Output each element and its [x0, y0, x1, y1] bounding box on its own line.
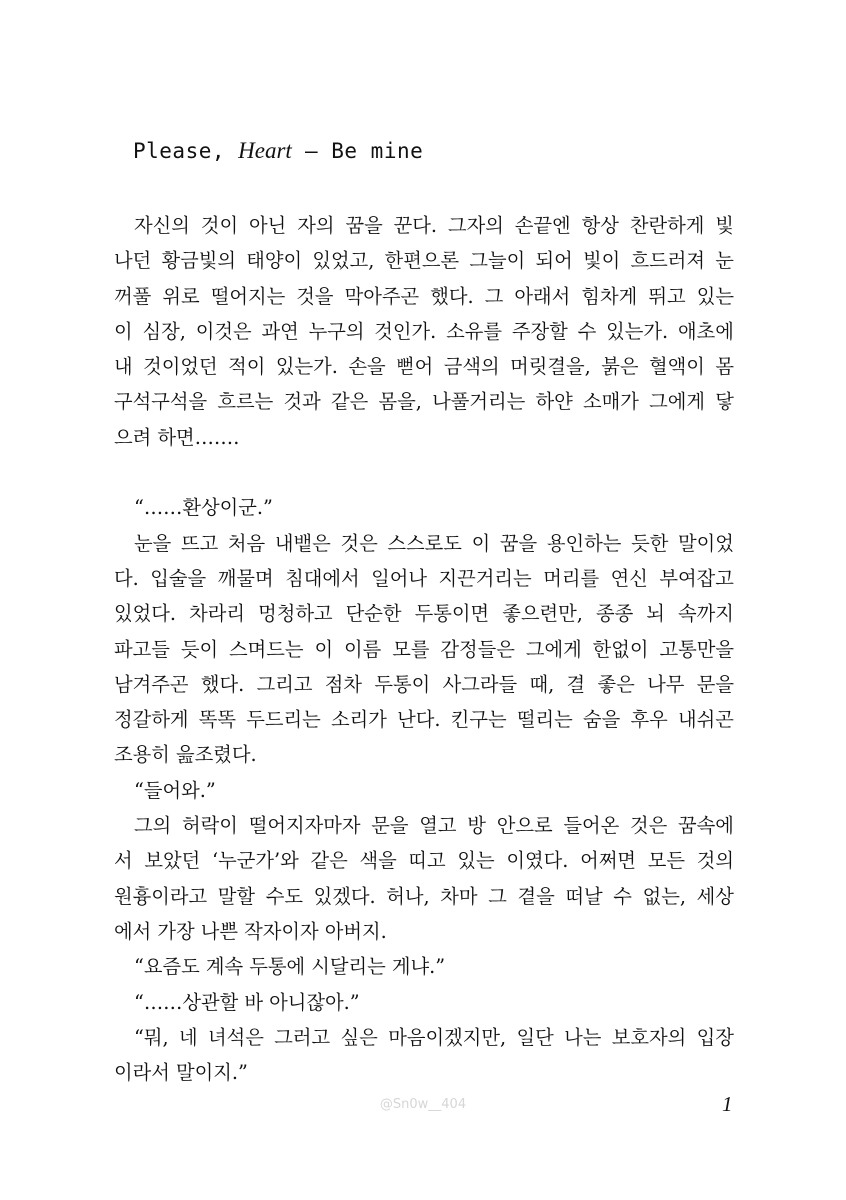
- word: 빛: [715, 214, 734, 237]
- text-line: [114, 1055, 734, 1090]
- word: 항상: [581, 214, 619, 237]
- page-number: 1: [722, 1092, 733, 1116]
- word: 고통만을: [659, 637, 734, 661]
- word: 듯한: [631, 531, 669, 555]
- word: 나무: [647, 672, 685, 696]
- word: 누구의: [308, 319, 365, 343]
- word: 이였다.: [506, 849, 569, 873]
- word: 같은: [310, 849, 348, 873]
- word: 남겨주곤: [114, 672, 189, 696]
- word: 두통이: [374, 672, 431, 696]
- word: 말이었: [678, 531, 734, 555]
- word: 수도: [265, 884, 303, 908]
- word: 점차: [324, 672, 363, 696]
- word: 있었고,: [312, 249, 375, 273]
- word: 한편으론: [384, 249, 460, 273]
- page-title: [133, 138, 423, 164]
- paragraph: [114, 490, 734, 525]
- word: 입술을: [150, 566, 207, 590]
- text-line: [114, 279, 734, 314]
- text-line: [114, 702, 734, 737]
- word: 것을: [296, 284, 334, 308]
- word: 자신의: [134, 214, 190, 237]
- word: 원흉이라고: [114, 884, 208, 908]
- word: 보았던: [144, 849, 201, 873]
- word: 그에게: [525, 637, 582, 661]
- word: 주장할: [511, 319, 568, 343]
- word: 아닌: [249, 214, 287, 237]
- word: 내: [114, 355, 133, 379]
- text-line: [114, 420, 734, 455]
- word: 방: [467, 814, 486, 838]
- word: 있겠다.: [313, 884, 376, 908]
- word: 두통이면: [414, 602, 490, 626]
- word: 그러고: [274, 1025, 331, 1049]
- word: 킨구는: [450, 708, 507, 732]
- title-prefix: Please,: [133, 139, 239, 163]
- word: 뛰고: [648, 284, 686, 308]
- word: 같은: [331, 390, 369, 414]
- word: 위로: [162, 284, 200, 308]
- word: 것의: [696, 849, 734, 873]
- word: 결: [566, 672, 586, 696]
- word: 머리를: [543, 566, 600, 590]
- text-line: [114, 384, 734, 419]
- paragraph: [114, 208, 734, 455]
- paragraph: [114, 808, 734, 949]
- word: 지끈거리는: [438, 566, 532, 590]
- word: 일단: [516, 1025, 554, 1049]
- watermark: @Sn0w__404: [379, 1097, 467, 1112]
- word: 보호자의: [611, 1025, 687, 1049]
- word: 한없이: [592, 637, 649, 661]
- word: 몸: [715, 355, 734, 379]
- word: 싶은: [340, 1025, 378, 1049]
- word: 수: [613, 884, 632, 908]
- word: 했다.: [200, 672, 245, 696]
- word: 문을: [696, 672, 734, 696]
- word: 들어온: [563, 814, 620, 838]
- text-line: [114, 737, 734, 772]
- word: 흐드러져: [630, 249, 706, 273]
- word: 없는,: [642, 884, 686, 908]
- word: ‘누군가’와: [211, 849, 299, 873]
- word: 용인하는: [546, 531, 622, 555]
- text-line: [114, 349, 734, 384]
- word: 되어: [535, 249, 573, 273]
- word: 것은: [630, 814, 668, 838]
- word: 처음: [227, 531, 266, 555]
- word: 것이: [200, 214, 239, 237]
- line-text: 으려 하면…….: [114, 425, 240, 449]
- word: 뜨고: [180, 531, 219, 555]
- word: 손끝엔: [514, 214, 571, 237]
- word: 숨을: [583, 708, 621, 732]
- word: 머릿결을,: [510, 355, 591, 379]
- word: 좋으련만,: [502, 602, 583, 626]
- word: 흐르는: [217, 390, 274, 414]
- text-line: [114, 808, 734, 843]
- word: 일어나: [371, 566, 428, 590]
- line-text: 이라서 말이지.”: [114, 1061, 248, 1085]
- line-text: “……상관할 바 아니잖아.”: [134, 990, 360, 1014]
- word: 종종: [595, 602, 634, 626]
- word: 그에게: [649, 390, 706, 414]
- word: 똑똑: [198, 708, 237, 732]
- word: 아래서: [514, 284, 571, 308]
- word: 부여잡고: [659, 566, 734, 590]
- text-line: [114, 1020, 734, 1055]
- word: 그늘이: [469, 249, 526, 273]
- word: 곁을: [517, 884, 555, 908]
- word: 파고들: [114, 637, 170, 661]
- word: 스며드는: [229, 637, 304, 661]
- paragraph-spacer: [114, 455, 734, 490]
- word: 심장,: [142, 319, 186, 343]
- word: 띠고: [408, 849, 446, 873]
- word: 마음이겠지만,: [388, 1025, 507, 1049]
- word: 떨어지는: [210, 284, 286, 308]
- text-line: [114, 843, 734, 878]
- word: 있는: [457, 849, 495, 873]
- word: 모를: [392, 637, 430, 661]
- word: 있었다.: [114, 602, 177, 626]
- text-line: [114, 208, 734, 243]
- word: 열고: [419, 814, 457, 838]
- word: 나는: [564, 1025, 602, 1049]
- word: 좋은: [597, 672, 635, 696]
- word: 네: [179, 1025, 198, 1049]
- word: 그의: [134, 814, 172, 838]
- word: 녀석은: [208, 1025, 264, 1049]
- word: 말할: [217, 884, 256, 908]
- title-suffix: — Be mine: [291, 139, 424, 163]
- document-body: [114, 208, 734, 1090]
- word: 다.: [114, 566, 139, 590]
- text-line: [114, 632, 734, 667]
- word: 감정들은: [440, 637, 515, 661]
- paragraph: [114, 1020, 734, 1091]
- word: 있는: [696, 284, 734, 308]
- word: 속까지: [678, 602, 734, 626]
- text-line: [114, 243, 734, 278]
- word: 막아주곤: [344, 284, 420, 308]
- word: 그: [484, 284, 504, 308]
- word: 허나,: [386, 884, 430, 908]
- word: 깨물며: [217, 566, 274, 590]
- word: 이것은: [195, 319, 252, 343]
- paragraph: [114, 985, 734, 1020]
- word: 색을: [359, 849, 397, 873]
- title-italic-word: Heart: [238, 138, 292, 163]
- word: 꾼다.: [393, 214, 438, 237]
- word: 구석구석을: [114, 390, 208, 414]
- word: 것인가.: [374, 319, 437, 343]
- word: 했다.: [430, 284, 474, 308]
- text-line: [114, 667, 734, 702]
- word: 스스로도: [387, 531, 462, 555]
- word: 그리고: [256, 672, 313, 696]
- word: 것이었던: [143, 355, 218, 379]
- word: 소유를: [446, 319, 503, 343]
- word: 내뱉은: [274, 531, 331, 555]
- text-line: [114, 526, 734, 561]
- line-text: “들어와.”: [134, 778, 216, 802]
- word: 이: [314, 637, 334, 661]
- word: 힘차게: [581, 284, 638, 308]
- word: 멍청하고: [258, 602, 333, 626]
- word: 나던: [114, 249, 152, 273]
- text-line: [114, 914, 734, 949]
- word: 눈을: [134, 531, 172, 555]
- word: 뻗어: [396, 355, 434, 379]
- word: “뭐,: [134, 1025, 169, 1049]
- line-text: “요즘도 계속 두통에 시달리는 게냐.”: [134, 955, 446, 979]
- word: 것은: [340, 531, 378, 555]
- word: 태양이: [246, 249, 303, 273]
- word: 꺼풀: [114, 284, 152, 308]
- word: 눈: [715, 249, 734, 273]
- paragraph: [114, 949, 734, 984]
- word: 정갈하게: [114, 708, 189, 732]
- word: 단순한: [345, 602, 402, 626]
- line-text: 에서 가장 나쁜 작자이자 아버지.: [114, 919, 387, 943]
- word: 있는가.: [606, 319, 669, 343]
- text-line: [114, 985, 734, 1020]
- text-line: [114, 490, 734, 525]
- word: 혈액이: [648, 355, 705, 379]
- word: 꿈을: [345, 214, 383, 237]
- word: 차라리: [189, 602, 245, 626]
- text-line: [114, 561, 734, 596]
- word: 애초에: [677, 319, 734, 343]
- line-text: “……환상이군.”: [134, 496, 273, 520]
- word: 난다.: [397, 708, 441, 732]
- word: 차마: [440, 884, 478, 908]
- word: 침대에서: [285, 566, 360, 590]
- word: 후우: [630, 708, 668, 732]
- text-line: [114, 949, 734, 984]
- word: 듯이: [180, 637, 219, 661]
- word: 사그라들: [442, 672, 518, 696]
- line-text: 조용히 읊조렸다.: [114, 743, 257, 767]
- word: 닿: [715, 390, 734, 414]
- word: 때,: [529, 672, 555, 696]
- word: 있는가.: [275, 355, 338, 379]
- word: 어쩌면: [580, 849, 637, 873]
- word: 빛이: [583, 249, 621, 273]
- text-line: [114, 314, 734, 349]
- word: 이: [114, 319, 133, 343]
- word: 꿈을: [499, 531, 538, 555]
- word: 세상: [696, 884, 734, 908]
- word: 문을: [371, 814, 409, 838]
- word: 황금빛의: [161, 249, 237, 273]
- word: 수: [577, 319, 597, 343]
- word: 두드리는: [246, 708, 321, 732]
- text-line: [114, 596, 734, 631]
- word: 모든: [647, 849, 685, 873]
- word: 붉은: [601, 355, 639, 379]
- word: 입장: [696, 1025, 734, 1049]
- word: 것과: [283, 390, 321, 414]
- word: 하얀: [535, 390, 573, 414]
- word: 소매가: [583, 390, 639, 414]
- word: 그자의: [447, 214, 504, 237]
- word: 적이: [228, 355, 266, 379]
- word: 떨리는: [516, 708, 573, 732]
- word: 허락이: [182, 814, 238, 838]
- word: 금색의: [443, 355, 500, 379]
- word: 이: [471, 531, 491, 555]
- paragraph: [114, 526, 734, 773]
- word: 연신: [610, 566, 648, 590]
- word: 꿈속에: [678, 814, 734, 838]
- word: 뇌: [646, 602, 665, 626]
- word: 떨어지자마자: [248, 814, 361, 838]
- word: 찬란하게: [629, 214, 705, 237]
- word: 소리가: [331, 708, 387, 732]
- word: 이름: [344, 637, 382, 661]
- word: 자의: [297, 214, 335, 237]
- word: 나풀거리는: [432, 390, 526, 414]
- text-line: [114, 879, 734, 914]
- word: 내쉬곤: [678, 708, 734, 732]
- word: 그: [488, 884, 507, 908]
- paragraph: [114, 773, 734, 808]
- word: 손을: [348, 355, 386, 379]
- word: 몸을,: [378, 390, 422, 414]
- word: 과연: [261, 319, 299, 343]
- word: 서: [114, 849, 133, 873]
- word: 안으로: [496, 814, 553, 838]
- text-line: [114, 773, 734, 808]
- word: 떠날: [565, 884, 603, 908]
